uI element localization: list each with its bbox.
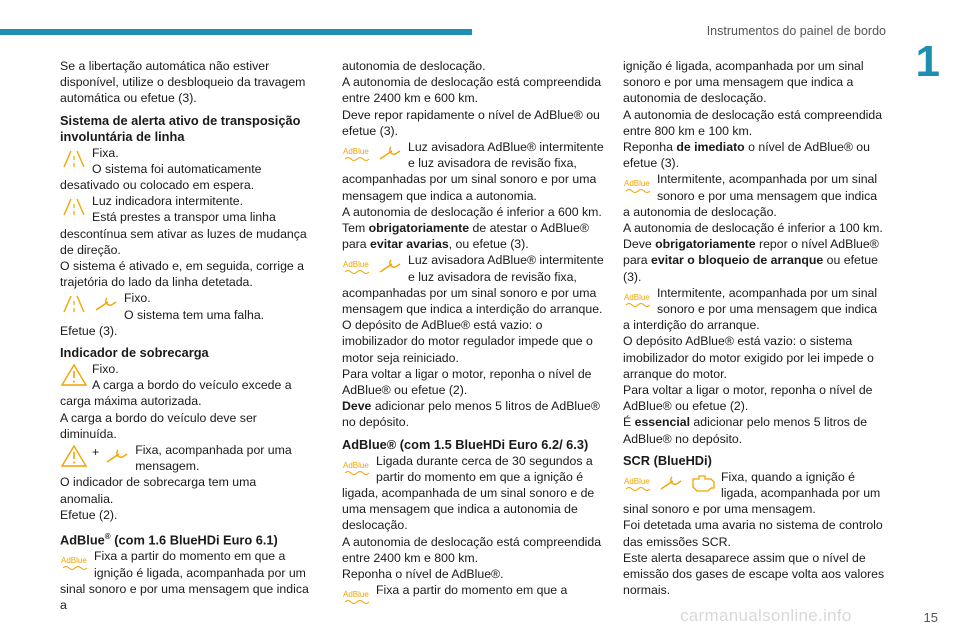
svg-text:AdBlue: AdBlue [343,147,369,157]
adblue-entry-3: AdBlue Luz avisadora AdBlue® intermitente e luz avisadora de revisão fixa, acompanhadas por um sinal sonoro e por uma mensagem que indica a interdição do arranque. [342,253,604,317]
page-number: 15 [923,610,938,625]
adblue-icon [623,287,653,311]
lane-entry-2: Luz indicadora intermitente. Está prestes a transpor uma linha descontínua sem ativar as luzes de mudança de direção. [60,194,307,257]
adblue-icon [342,141,372,165]
adblue-icon [342,455,372,479]
adblue-heading: AdBlue® (com 1.6 BlueHDi Euro 6.1) [60,532,278,548]
svg-text:AdBlue: AdBlue [61,556,87,566]
adblue-icon [623,471,653,495]
adblue-entry-2: AdBlue Luz avisadora AdBlue® intermitente e luz avisadora de revisão fixa, acompanhadas por um sinal sonoro e por uma mensagem que indica a autonomia. [342,140,604,203]
svg-text:AdBlue: AdBlue [343,590,369,600]
column-1: Se a libertação automática não estiver disponível, utilize o desbloqueio da travagem automática ou efetue (3). Sistema de alerta ativo de transposição involuntária de linha Fixa. O sistema foi automaticamente desativado ou colocado em espera. Luz indicadora intermitente. Está prestes a transpor uma linha descontínua sem ativar as luzes de mudança de direção. O sistema é ativado e, em seguida, corrige a trajetória do lado da linha detetada. Fixo. O sistema tem uma falha. Efetue (3). Indicador de sobrecarga Fixo. A carga a bordo do veículo excede a carga máxima autorizada. A carga a bordo do veículo deve ser diminuída. + Fixa, acompanhada por uma mensagem. O indicador de sobrecarga tem uma anomalia. Efetue (2). AdBlue® (com 1.6 BlueHDi Euro 6.1) AdBlue Fixa a partir do momento em que a ignição é ligada, acompanhada por um sinal sonoro e por uma mensagem que indica a [60,58,312,613]
adblue-icon [60,550,90,574]
column-3: ignição é ligada, acompanhada por um sinal sonoro e por uma mensagem que indica a autonomia de deslocação. A autonomia de deslocação está compreendida entre 800 km e 100 km. Reponha de imediato o nível de AdBlue® ou efetue (3). AdBlue Intermitente, acompanhada por um sinal sonoro e por uma mensagem que indica a autonomia de deslocação. A autonomia de deslocação é inferior a 100 km. Deve obrigatoriamente repor o nível AdBlue® para evitar o bloqueio de arranque ou efetue (3). AdBlue Intermitente, acompanhada por um sinal sonoro e por uma mensagem que indica a interdição do arranque. O depósito AdBlue® está vazio: o sistema imobilizador do motor exigido por lei impede o arranque do motor. Para voltar a ligar o motor, reponha o nível de AdBlue® ou efetue (2). É essencial adicionar pelo menos 5 litros de AdBlue® no depósito. SCR (BlueHDi) AdBlue Fixa, quando a ignição é ligada, acompanhada por um sinal sonoro e por uma mensagem. Foi detetada uma avaria no sistema de controlo das emissões SCR. Este alerta desaparece assim que o nível de emissão dos gases de escape volta aos valores normais. [623,59,885,598]
scr-heading: SCR (BlueHDi) [623,452,712,468]
chapter-number: 1 [915,37,940,86]
header-accent-bar [0,29,472,35]
scr-entry: AdBlue Fixa, quando a ignição é ligada, acompanhada por um sinal sonoro e por uma mensagem. [623,469,881,517]
svg-text:AdBlue: AdBlue [343,460,369,470]
watermark: carmanualsonline.info [680,606,852,625]
svg-text:AdBlue: AdBlue [624,179,650,189]
lane-departure-icon [60,147,88,171]
wrench-icon [376,254,404,278]
overload-entry-2: + Fixa, acompanhada por uma mensagem. [60,442,312,474]
wrench-icon [103,444,131,468]
adblue-entry-5: AdBlue Fixa a partir do momento em que a [342,582,604,614]
wrench-icon [92,292,120,316]
adblue-icon [623,173,653,197]
overload-entry-1: Fixo. A carga a bordo do veículo excede a carga máxima autorizada. [60,362,292,409]
engine-icon [689,471,717,495]
intro-paragraph: Se a libertação automática não estiver disponível, utilize o desbloqueio da travagem automática ou efetue (3). [60,59,306,106]
adblue-entry-1: AdBlue Fixa a partir do momento em que a ignição é ligada, acompanhada por um sinal sonoro e por uma mensagem que indica a [60,549,309,612]
adblue-entry-7: AdBlue Intermitente, acompanhada por um sinal sonoro e por uma mensagem que indica a interdição do arranque. [623,285,878,333]
adblue-icon [342,254,372,278]
lane-departure-icon [60,292,88,316]
wrench-icon [657,471,685,495]
overload-warning-icon [60,444,88,468]
column-2: autonomia de deslocação. A autonomia de deslocação está compreendida entre 2400 km e 600 km. Deve repor rapidamente o nível de AdBlue® ou efetue (3). AdBlue Luz avisadora AdBlue® intermitente e luz avisadora de revisão fixa, acompanhadas por um sinal sonoro e por uma mensagem que indica a autonomia. A autonomia de deslocação é inferior a 600 km. Tem obrigatoriamente de atestar o AdBlue® para evitar avarias, ou efetue (3). AdBlue Luz avisadora AdBlue® intermitente e luz avisadora de revisão fixa, acompanhadas por um sinal sonoro e por uma mensagem que indica a interdição do arranque. O depósito de AdBlue® está vazio: o imobilizador do motor regulador impede que o motor seja reiniciado. Para voltar a ligar o motor, reponha o nível de AdBlue® ou efetue (2). Deve adicionar pelo menos 5 litros de AdBlue® no depósito. AdBlue® (com 1.5 BlueHDi Euro 6.2/ 6.3) AdBlue Ligada durante cerca de 30 segundos a partir do momento em que a ignição é ligada, acompanhada de um sinal sonoro e de uma mensagem que indica a autonomia de deslocação. A autonomia de deslocação está compreendida entre 2400 km e 800 km. Reponha o nível de AdBlue®. AdBlue Fixa a partir do momento em que a [342,58,604,614]
overload-warning-icon [60,363,88,387]
overload-heading: Indicador de sobrecarga [60,345,209,361]
svg-text:AdBlue: AdBlue [624,292,650,302]
lane-entry-1: Fixa. O sistema foi automaticamente desativado ou colocado em espera. [60,145,262,193]
wrench-icon [376,141,404,165]
lane-heading: Sistema de alerta ativo de transposição involuntária de linha [60,112,301,144]
adblue-entry-4: AdBlue Ligada durante cerca de 30 segundos a partir do momento em que a ignição é ligada, acompanhada de um sinal sonoro e de uma mensagem que indica a autonomia de deslocação. [342,453,595,533]
adblue-heading-2: AdBlue® (com 1.5 BlueHDi Euro 6.2/ 6.3) [342,436,589,452]
lane-departure-icon [60,195,88,219]
lane-entry-3: Fixo. O sistema tem uma falha. [60,290,312,322]
adblue-icon [342,584,372,608]
adblue-entry-6: AdBlue Intermitente, acompanhada por um sinal sonoro e por uma mensagem que indica a autonomia de deslocação. [623,172,878,219]
svg-text:AdBlue: AdBlue [624,476,650,486]
svg-text:AdBlue: AdBlue [343,260,369,270]
running-title: Instrumentos do painel de bordo [706,24,886,38]
